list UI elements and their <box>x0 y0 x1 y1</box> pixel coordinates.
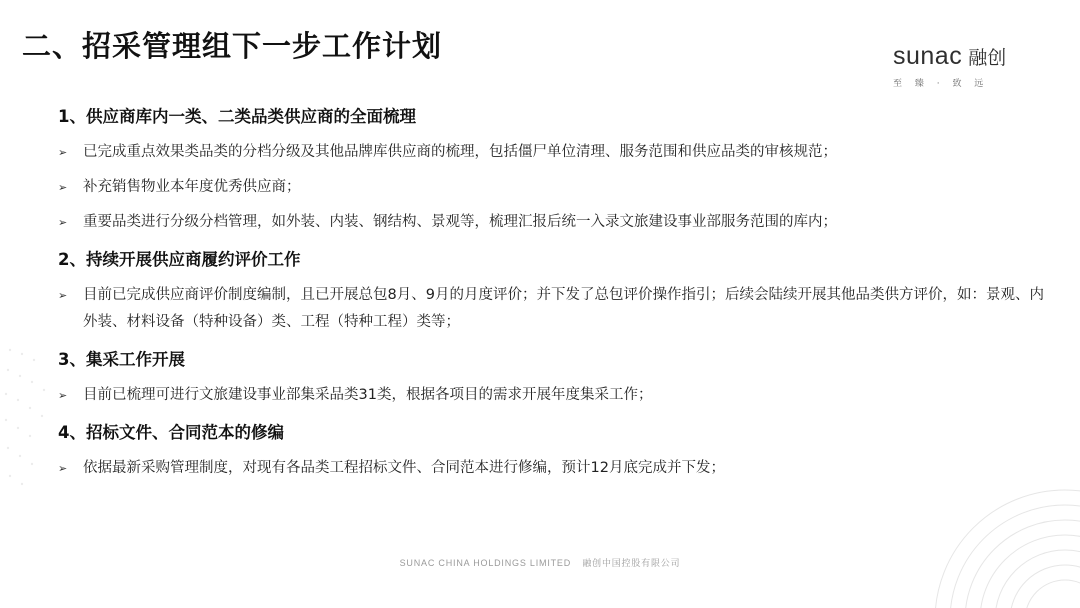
list-item-text: 已完成重点效果类品类的分档分级及其他品牌库供应商的梳理，包括僵尸单位清理、服务范围和供应品类的审核规范； <box>83 144 837 160</box>
arrow-bullet-icon: ➢ <box>58 146 68 159</box>
list-item-text: 目前已梳理可进行文旅建设事业部集采品类31类，根据各项目的需求开展年度集采工作； <box>83 387 653 403</box>
section-document-revision <box>58 419 1048 482</box>
section-heading: 2、持续开展供应商履约评价工作 <box>58 250 301 269</box>
list-item <box>58 382 1048 409</box>
list-item <box>58 174 1048 201</box>
logo-wordmark <box>893 42 1023 71</box>
logo-cn-text: 融创 <box>968 47 1007 69</box>
page-title: 二、招采管理组下一步工作计划 <box>22 29 443 63</box>
section-performance-evaluation <box>58 246 1048 336</box>
logo-en-text: sunac <box>893 42 963 70</box>
list-item-text: 补充销售物业本年度优秀供应商； <box>83 179 301 195</box>
footer-company-en: SUNAC CHINA HOLDINGS LIMITED <box>399 558 572 568</box>
list-item <box>58 455 1048 482</box>
list-item-text: 重要品类进行分级分档管理，如外装、内装、钢结构、景观等，梳理汇报后统一入录文旅建设事业部服务范围的库内； <box>83 214 837 230</box>
section-heading: 4、招标文件、合同范本的修编 <box>58 423 284 442</box>
decorative-rings-bottom-right <box>880 470 1080 608</box>
list-item-text: 目前已完成供应商评价制度编制，且已开展总包8月、9月的月度评价；并下发了总包评价操作指引；后续会陆续开展其他品类供方评价，如：景观、内外装、材料设备（特种设备）类、工程（特种工程）类等； <box>83 287 1044 330</box>
section-supplier-review <box>58 103 1048 236</box>
list-item <box>58 209 1048 236</box>
sunac-logo <box>893 42 1023 89</box>
section-heading: 3、集采工作开展 <box>58 350 185 369</box>
section-heading: 1、供应商库内一类、二类品类供应商的全面梳理 <box>58 107 416 126</box>
footer <box>0 556 1080 569</box>
arrow-bullet-icon: ➢ <box>58 389 68 402</box>
logo-slogan: 至 臻 · 致 远 <box>893 79 989 89</box>
list-item <box>58 282 1048 336</box>
arrow-bullet-icon: ➢ <box>58 289 68 302</box>
list-item <box>58 139 1048 166</box>
arrow-bullet-icon: ➢ <box>58 181 68 194</box>
plan-content <box>58 103 1048 482</box>
arrow-bullet-icon: ➢ <box>58 462 68 475</box>
footer-company-cn: 融创中国控股有限公司 <box>582 558 681 568</box>
list-item-text: 依据最新采购管理制度，对现有各品类工程招标文件、合同范本进行修编，预计12月底完成并下发； <box>83 460 725 476</box>
section-centralized-procurement <box>58 346 1048 409</box>
arrow-bullet-icon: ➢ <box>58 216 68 229</box>
